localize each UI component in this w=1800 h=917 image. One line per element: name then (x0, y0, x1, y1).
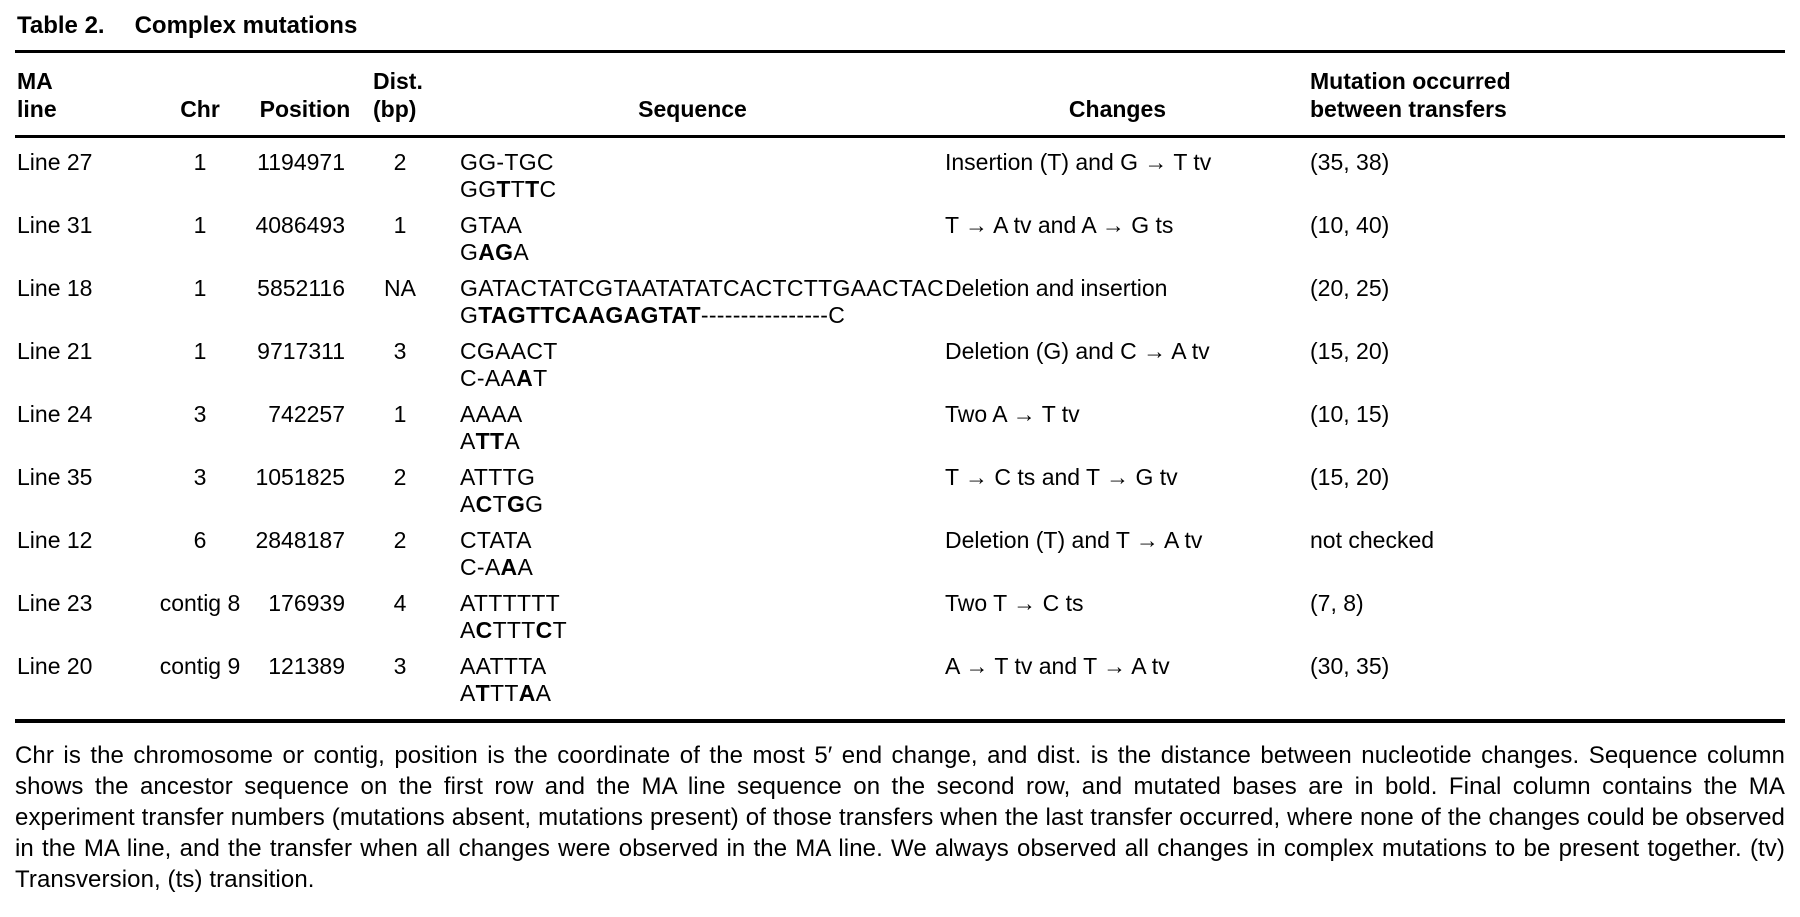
chr-cell: 3 (193, 401, 207, 427)
dist-cell: 2 (393, 149, 407, 175)
dist-cell: NA (384, 275, 416, 301)
position-cell: 1194971 (257, 149, 345, 175)
position-cell: 9717311 (257, 338, 345, 364)
changes-cell: Insertion (T) and G → T tv (945, 149, 1212, 175)
changes-cell: T → C ts and T → G tv (945, 464, 1178, 490)
chr-cell: 1 (193, 275, 207, 301)
ma-line-sequence: C-AAAT (460, 365, 548, 391)
changes-cell: A → T tv and T → A tv (945, 653, 1170, 679)
chr-cell: 1 (193, 338, 207, 364)
chr-cell: 1 (193, 149, 207, 175)
ma-line-cell: Line 20 (17, 653, 93, 679)
table-row (15, 396, 1785, 459)
changes-cell: Two A → T tv (945, 401, 1080, 427)
position-cell: 742257 (268, 401, 345, 427)
ma-line-cell: Line 27 (17, 149, 93, 175)
header-transfers (1290, 67, 1785, 123)
ma-line-cell: Line 23 (17, 590, 93, 616)
ancestor-sequence: CTATA (460, 527, 532, 553)
transfers-cell: (15, 20) (1310, 464, 1390, 490)
table-row (15, 459, 1785, 522)
header-dist (355, 67, 445, 123)
ancestor-sequence: ATTTTTT (460, 590, 561, 616)
table-footnote: Chr is the chromosome or contig, position is the coordinate of the most 5′ end change, and dist. is the distance between nucleotide changes. Sequence column shows the ancestor sequence on the first row and the MA line sequence on the second row, and mutated bases are in bold. Final column contains the MA experiment transfer numbers (mutations absent, mutations present) of those transfers when the last transfer occurred, where none of the changes could be observed in the MA line, and the transfer when all changes were observed in the MA line. We always observed all changes in complex mutations to be present together. (tv) Transversion, (ts) transition. (15, 742, 1785, 893)
header-dist-1: Dist. (373, 68, 423, 94)
ancestor-sequence: CGAACT (460, 338, 558, 364)
table-row (15, 333, 1785, 396)
table-number: Table 2. (17, 12, 105, 39)
chr-cell: 6 (193, 527, 207, 553)
position-cell: 1051825 (255, 464, 345, 490)
ma-line-sequence: C-AAA (460, 554, 534, 580)
header-sequence: Sequence (638, 96, 747, 122)
ma-line-sequence: GAGA (460, 239, 529, 265)
dist-cell: 2 (393, 527, 407, 553)
table-row (15, 144, 1785, 207)
position-cell: 121389 (268, 653, 345, 679)
transfers-cell: not checked (1310, 527, 1435, 553)
chr-cell: 3 (193, 464, 207, 490)
header-transfers-1: Mutation occurred (1310, 68, 1511, 94)
ma-line-sequence: GTAGTTCAAGAGTAT----------------C (460, 302, 846, 328)
changes-cell: T → A tv and A → G ts (945, 212, 1174, 238)
changes-cell: Deletion (G) and C → A tv (945, 338, 1210, 364)
transfers-cell: (7, 8) (1310, 590, 1364, 616)
position-cell: 4086493 (255, 212, 345, 238)
chr-cell: contig 9 (159, 653, 241, 679)
bottom-divider (15, 719, 1785, 723)
table-header-row (15, 53, 1785, 135)
transfers-cell: (10, 15) (1310, 401, 1390, 427)
sequence-cell (445, 653, 925, 707)
table-caption: Complex mutations (134, 12, 358, 39)
changes-cell: Deletion and insertion (945, 275, 1168, 301)
table-title (15, 10, 1785, 50)
transfers-cell: (10, 40) (1310, 212, 1390, 238)
ancestor-sequence: AAAA (460, 401, 523, 427)
header-position: Position (259, 96, 351, 122)
position-cell: 176939 (268, 590, 345, 616)
table-body (15, 138, 1785, 719)
ma-line-cell: Line 18 (17, 275, 93, 301)
ma-line-sequence: ATTA (460, 428, 521, 454)
ma-line-cell: Line 24 (17, 401, 93, 427)
table-row (15, 270, 1785, 333)
sequence-cell (445, 464, 925, 518)
sequence-cell (445, 401, 925, 455)
ancestor-sequence: ATTTG (460, 464, 536, 490)
sequence-cell (445, 149, 925, 203)
ma-line-sequence: ATTTAA (460, 680, 552, 706)
dist-cell: 3 (393, 338, 407, 364)
table-row (15, 648, 1785, 711)
ma-line-cell: Line 12 (17, 527, 93, 553)
transfers-cell: (15, 20) (1310, 338, 1390, 364)
table-row (15, 207, 1785, 270)
header-chr: Chr (180, 96, 220, 122)
transfers-cell: (20, 25) (1310, 275, 1390, 301)
header-dist-2: (bp) (373, 96, 417, 122)
ma-line-cell: Line 21 (17, 338, 93, 364)
transfers-cell: (35, 38) (1310, 149, 1390, 175)
ancestor-sequence: GTAA (460, 212, 523, 238)
header-ma-line-1: MA (17, 68, 53, 94)
ancestor-sequence: GG-TGC (460, 149, 554, 175)
position-cell: 2848187 (255, 527, 345, 553)
ancestor-sequence: AATTTA (460, 653, 547, 679)
table-row (15, 585, 1785, 648)
ma-line-cell: Line 31 (17, 212, 93, 238)
transfers-cell: (30, 35) (1310, 653, 1390, 679)
sequence-cell (445, 212, 925, 266)
ma-line-sequence: ACTTTCT (460, 617, 567, 643)
header-transfers-2: between transfers (1310, 96, 1507, 122)
sequence-cell (445, 275, 945, 329)
header-ma-line (15, 67, 145, 123)
header-ma-line-2: line (17, 96, 57, 122)
ma-line-cell: Line 35 (17, 464, 93, 490)
changes-cell: Deletion (T) and T → A tv (945, 527, 1203, 553)
dist-cell: 4 (393, 590, 407, 616)
changes-cell: Two T → C ts (945, 590, 1084, 616)
position-cell: 5852116 (257, 275, 345, 301)
dist-cell: 1 (393, 401, 407, 427)
table-row (15, 522, 1785, 585)
dist-cell: 3 (393, 653, 407, 679)
sequence-cell (445, 527, 925, 581)
dist-cell: 1 (393, 212, 407, 238)
sequence-cell (445, 338, 925, 392)
ancestor-sequence: GATACTATCGTAATATATCACTCTTGAACTAC (460, 275, 945, 301)
sequence-cell (445, 590, 925, 644)
ma-line-sequence: GGTTTC (460, 176, 557, 202)
dist-cell: 2 (393, 464, 407, 490)
chr-cell: 1 (193, 212, 207, 238)
chr-cell: contig 8 (159, 590, 241, 616)
ma-line-sequence: ACTGG (460, 491, 544, 517)
header-changes: Changes (1068, 96, 1167, 122)
